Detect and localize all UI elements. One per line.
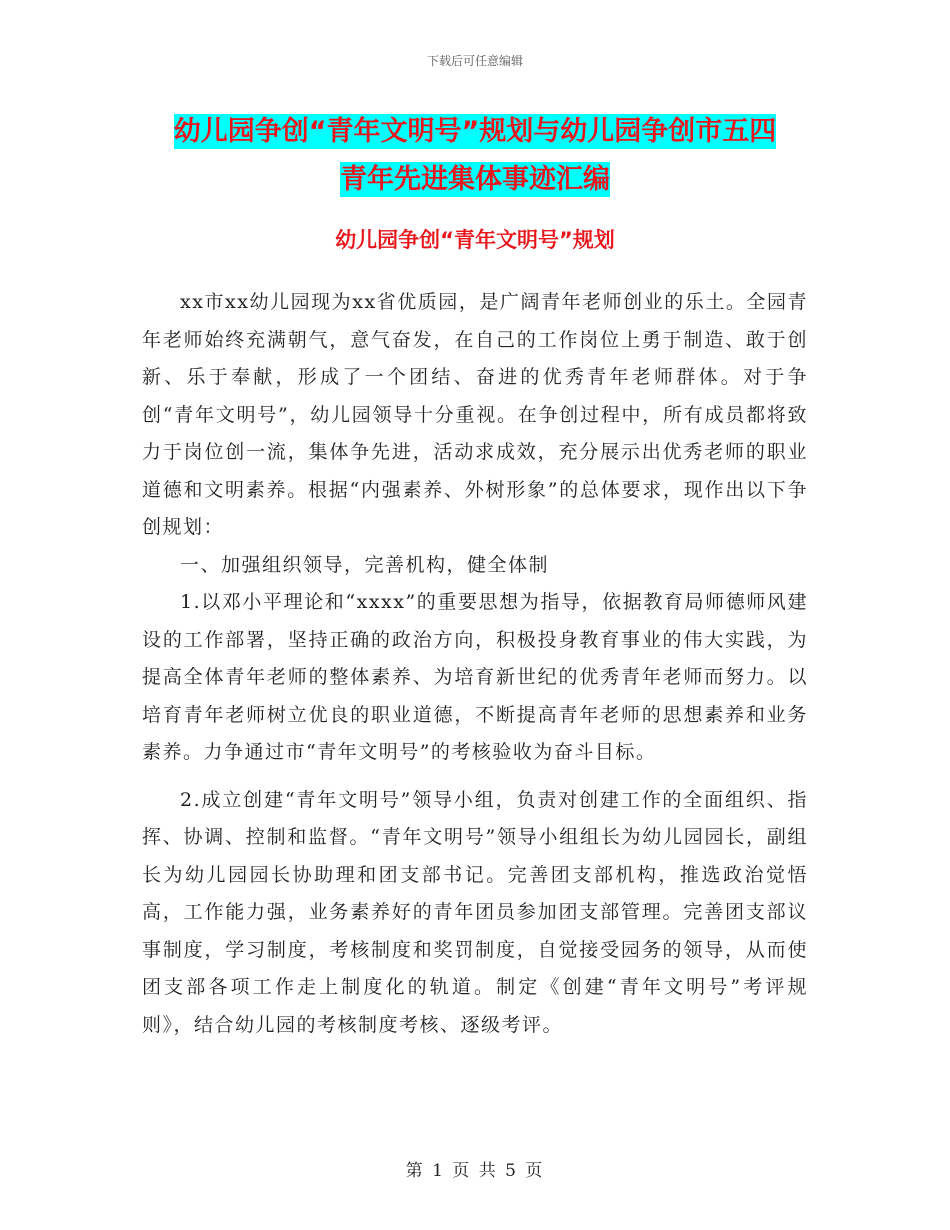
paragraph-heading-1: 一、加强组织领导，完善机构，健全体制: [180, 553, 550, 576]
page-number: 第 1 页 共 5 页: [405, 1161, 545, 1181]
paragraph-item-2: 2.成立创建“青年文明号”领导小组，负责对创建工作的全面组织、指挥、协调、控制和监督。“青年文明号”领导小组组长为幼儿园园长，副组长为幼儿园园长协助理和团支部书记。完善团支部机构，推选政治觉悟高，工作能力强，业务素养好的青年团员参加团支部管理。完善团支部议事制度，学习制度，考核制度和奖罚制度，自觉接受园务的领导，从而使团支部各项工作走上制度化的轨道。制定《创建“青年文明号”考评规则》，结合幼儿园的考核制度考核、逐级考评。: [142, 788, 808, 1036]
document-title-line-2: 青年先进集体事迹汇编: [340, 164, 610, 195]
section-title: 幼儿园争创“青年文明号”规划: [335, 228, 615, 252]
document-title-line-1: 幼儿园争创“青年文明号”规划与幼儿园争创市五四: [173, 116, 777, 147]
paragraph-intro: xx市xx幼儿园现为xx省优质园，是广阔青年老师创业的乐土。全园青年老师始终充满朝气，意气奋发，在自己的工作岗位上勇于制造、敢于创新、乐于奉献，形成了一个团结、奋进的优秀青年老师群体。对于争创“青年文明号”，幼儿园领导十分重视。在争创过程中，所有成员都将致力于岗位创一流，集体争先进，活动求成效，充分展示出优秀老师的职业道德和文明素养。根据“内强素养、外树形象”的总体要求，现作出以下争创规划：: [142, 291, 808, 538]
document-body: [142, 284, 808, 1044]
paragraph-item-1: 1.以邓小平理论和“xxxx”的重要思想为指导，依据教育局师德师风建设的工作部署，坚持正确的政治方向，积极投身教育事业的伟大实践，为提高全体青年老师的整体素养、为培育新世纪的优秀青年老师而努力。以培育青年老师树立优良的职业道德，不断提高青年老师的思想素养和业务素养。力争通过市“青年文明号”的考核验收为奋斗目标。: [142, 591, 808, 763]
document-title: [140, 108, 810, 204]
header-note: 下载后可任意编辑: [426, 54, 523, 68]
